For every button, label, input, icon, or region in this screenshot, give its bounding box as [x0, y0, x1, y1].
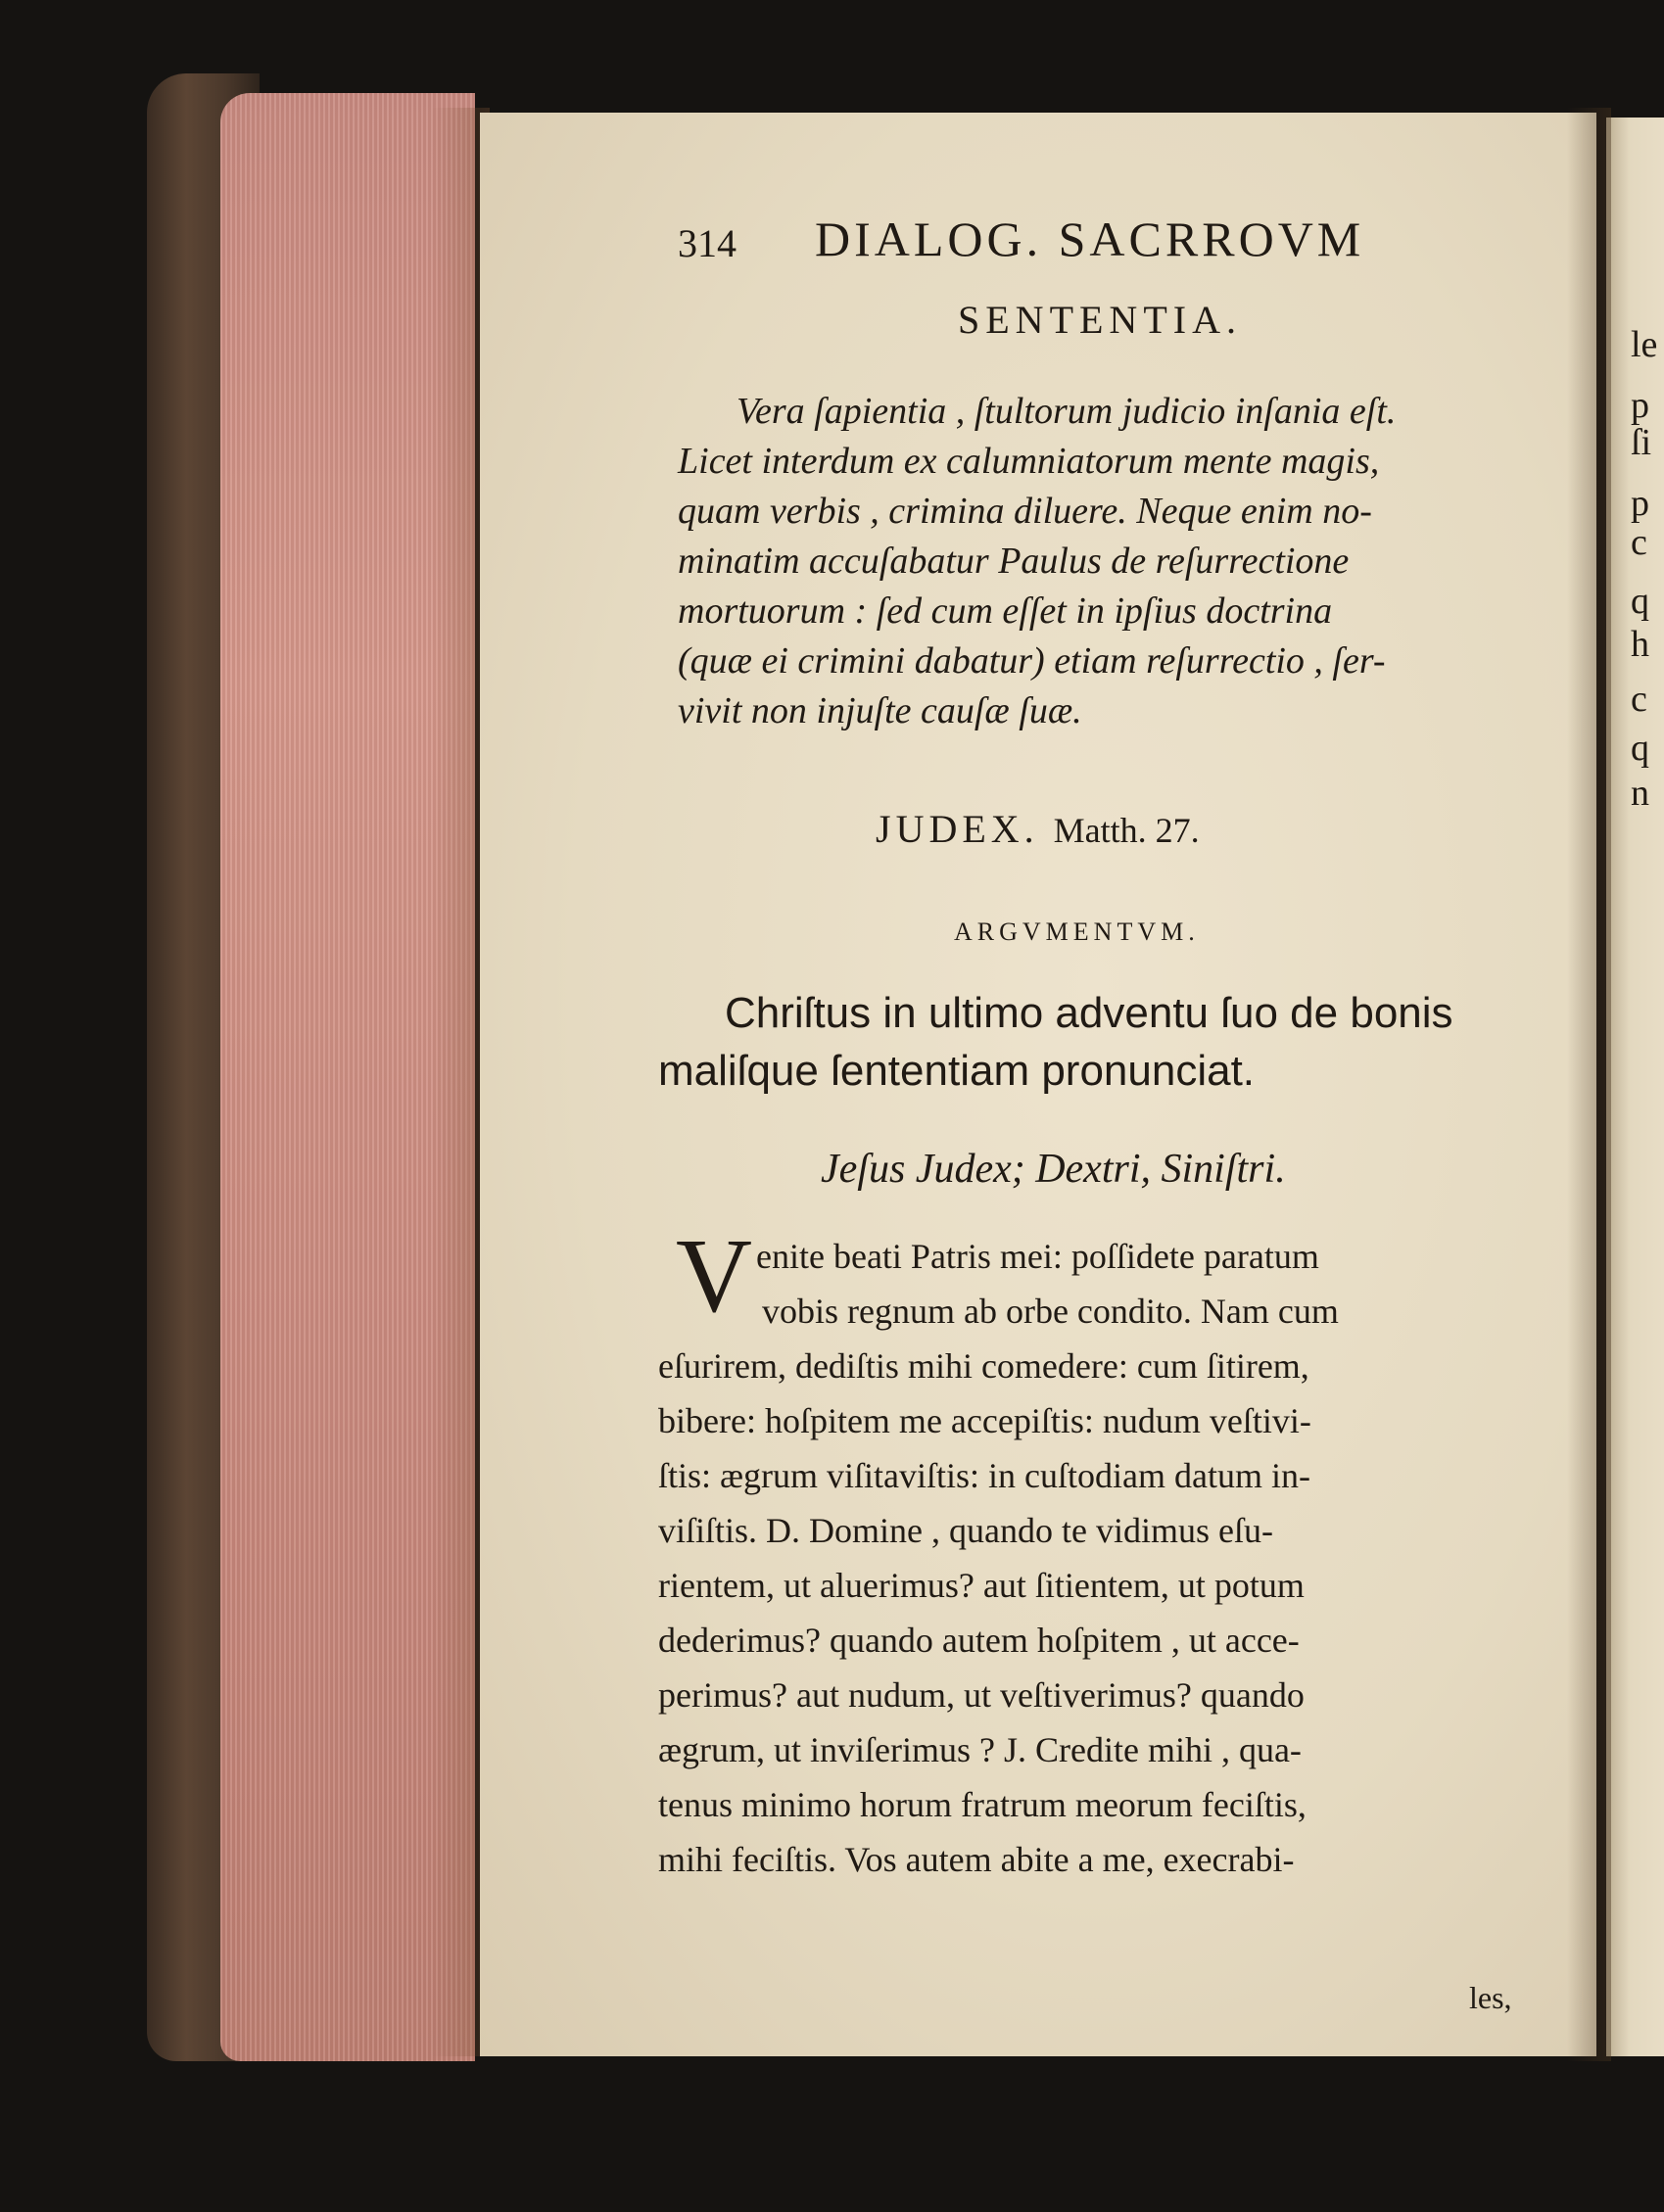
body-line: bibere: hoſpitem me accepiſtis: nudum veſtivi-	[658, 1401, 1311, 1440]
sententia-line: Licet interdum ex calumniatorum mente magis,	[678, 441, 1380, 482]
section-heading: SENTENTIA.	[958, 298, 1242, 342]
body-line: tenus minimo horum fratrum meorum feciſtis,	[658, 1785, 1307, 1824]
facing-fragment: n	[1631, 773, 1649, 814]
sententia-line: (quæ ei crimini dabatur) etiam reſurrectio , ſer-	[678, 640, 1386, 682]
body-line: vobis regnum ab orbe condito. Nam cum	[762, 1292, 1339, 1331]
argumentum-line: maliſque ſententiam pronunciat.	[658, 1047, 1256, 1095]
body-line: ægrum, ut inviſerimus ? J. Credite mihi , qua-	[658, 1730, 1302, 1769]
facing-fragment: q	[1631, 581, 1649, 622]
sententia-line: Vera ſapientia , ſtultorum judicio inſania eſt.	[737, 391, 1397, 432]
body-line: perimus? aut nudum, ut veſtiverimus? quando	[658, 1675, 1305, 1715]
body-line: ſtis: ægrum viſitaviſtis: in cuſtodiam datum in-	[658, 1456, 1310, 1495]
facing-fragment: c	[1631, 522, 1647, 563]
gutter-shadow	[1567, 108, 1611, 2061]
sententia-line: quam verbis , crimina diluere. Neque enim no-	[678, 491, 1372, 532]
body-line: dederimus? quando autem hoſpitem , ut acce-	[658, 1621, 1300, 1660]
dialogue-title-text: JUDEX.	[876, 807, 1039, 851]
facing-fragment: c	[1631, 679, 1647, 720]
facing-fragment: h	[1631, 624, 1649, 665]
body-line: viſiſtis. D. Domine , quando te vidimus eſu-	[658, 1511, 1273, 1550]
body-line: mihi feciſtis. Vos autem abite a me, execrabi-	[658, 1840, 1295, 1879]
facing-fragment: p	[1631, 483, 1649, 524]
body-line: rientem, ut aluerimus? aut ſitientem, ut potum	[658, 1566, 1305, 1605]
facing-fragment: ſi	[1631, 422, 1652, 463]
argumentum-line: Chriſtus in ultimo adventu ſuo de bonis	[725, 989, 1453, 1037]
running-title: DIALOG. SACRROVM	[815, 212, 1365, 266]
body-line: enite beati Patris mei: poſſidete paratum	[756, 1237, 1319, 1276]
sententia-line: vivit non injuſte cauſæ ſuæ.	[678, 690, 1082, 731]
sententia-line: mortuorum : ſed cum eſſet in ipſius doctrina	[678, 590, 1333, 632]
dialogue-title	[876, 806, 1200, 852]
scripture-reference: Matth. 27.	[1053, 811, 1200, 850]
drop-cap: V	[676, 1218, 752, 1335]
argumentum-heading: ARGVMENTVM.	[954, 918, 1200, 946]
facing-fragment: p	[1631, 385, 1649, 426]
page-number: 314	[678, 221, 737, 265]
sententia-line: minatim accuſabatur Paulus de reſurrectione	[678, 541, 1350, 582]
catchword: les,	[1469, 1980, 1512, 2015]
body-line: eſurirem, dediſtis mihi comedere: cum ſitirem,	[658, 1346, 1309, 1386]
dramatis-personae: Jeſus Judex; Dextri, Siniſtri.	[821, 1147, 1286, 1192]
facing-fragment: q	[1631, 728, 1649, 769]
facing-fragment: le	[1631, 324, 1658, 365]
running-head	[678, 211, 1432, 269]
